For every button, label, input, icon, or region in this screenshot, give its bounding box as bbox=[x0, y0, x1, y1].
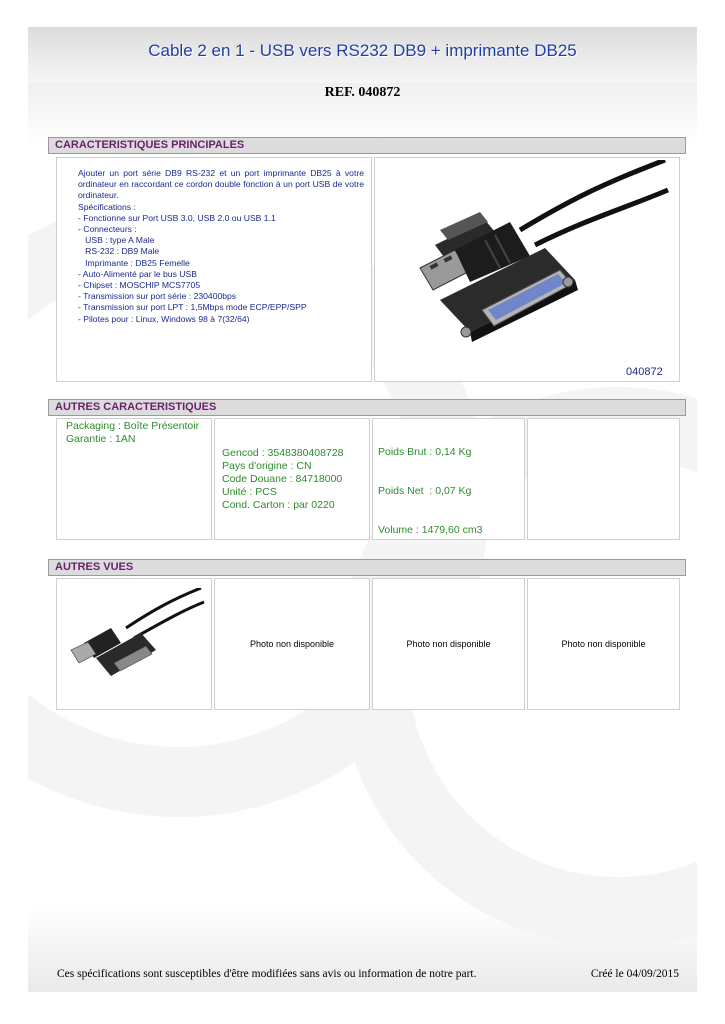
spec-line: USB : type A Male bbox=[78, 235, 155, 246]
spec-line: - Transmission sur port LPT : 1,5Mbps mode ECP/EPP/SPP bbox=[78, 302, 307, 313]
alternate-product-photo bbox=[66, 588, 206, 688]
origin-value: Pays d'origine : CN bbox=[222, 460, 312, 472]
packaging-value: Packaging : Boîte Présentoir bbox=[66, 420, 200, 432]
gencod-value: Gencod : 3548380408728 bbox=[222, 447, 344, 459]
spec-line: - Chipset : MOSCHIP MCS7705 bbox=[78, 280, 201, 291]
packaging-column bbox=[66, 420, 199, 446]
volume-value: Volume : 1479,60 cm3 bbox=[378, 524, 483, 536]
net-weight-value: Poids Net : 0,07 Kg bbox=[378, 485, 472, 497]
logistics-column bbox=[222, 447, 343, 512]
product-photo bbox=[400, 160, 670, 360]
spec-line: - Fonctionne sur Port USB 3.0, USB 2.0 ou USB 1.1 bbox=[78, 212, 276, 223]
product-description bbox=[78, 168, 364, 325]
section-header-other-views: AUTRES VUES bbox=[48, 559, 686, 576]
warranty-value: Garantie : 1AN bbox=[66, 433, 136, 445]
creation-date: Créé le 04/09/2015 bbox=[590, 968, 679, 980]
spec-line: - Connecteurs : bbox=[78, 224, 137, 235]
no-photo-label: Photo non disponible bbox=[561, 639, 646, 649]
spec-line: - Pilotes pour : Linux, Windows 98 à 7(32/64) bbox=[78, 313, 250, 324]
section-header-other-features: AUTRES CARACTERISTIQUES bbox=[48, 399, 686, 416]
spec-line: - Auto-Alimenté par le bus USB bbox=[78, 268, 197, 279]
customs-code-value: Code Douane : 84718000 bbox=[222, 473, 343, 485]
document-title: Cable 2 en 1 - USB vers RS232 DB9 + imprimante DB25 bbox=[148, 41, 577, 60]
spec-line: Spécifications : bbox=[78, 201, 136, 212]
attributes-cell bbox=[527, 418, 680, 540]
spec-line: Imprimante : DB25 Femelle bbox=[78, 257, 190, 268]
spec-line: RS-232 : DB9 Male bbox=[78, 246, 160, 257]
description-intro: Ajouter un port série DB9 RS-232 et un port imprimante DB25 à votre ordinateur en raccordant ce cordon double fonction à un port USB de votre ordinateur. bbox=[78, 168, 364, 201]
carton-value: Cond. Carton : par 0220 bbox=[222, 499, 335, 511]
unit-value: Unité : PCS bbox=[222, 486, 277, 498]
product-reference: REF. 040872 bbox=[324, 85, 401, 100]
section-header-main-features: CARACTERISTIQUES PRINCIPALES bbox=[48, 137, 686, 154]
no-photo-label: Photo non disponible bbox=[249, 639, 335, 649]
weight-column bbox=[378, 420, 482, 550]
gross-weight-value: Poids Brut : 0,14 Kg bbox=[378, 446, 472, 458]
image-caption: 040872 bbox=[626, 366, 663, 378]
spec-line: - Transmission sur port série : 230400bps bbox=[78, 291, 237, 302]
disclaimer-note: Ces spécifications sont susceptibles d'être modifiées sans avis ou information de notre part. bbox=[57, 968, 477, 980]
no-photo-label: Photo non disponible bbox=[406, 639, 491, 649]
